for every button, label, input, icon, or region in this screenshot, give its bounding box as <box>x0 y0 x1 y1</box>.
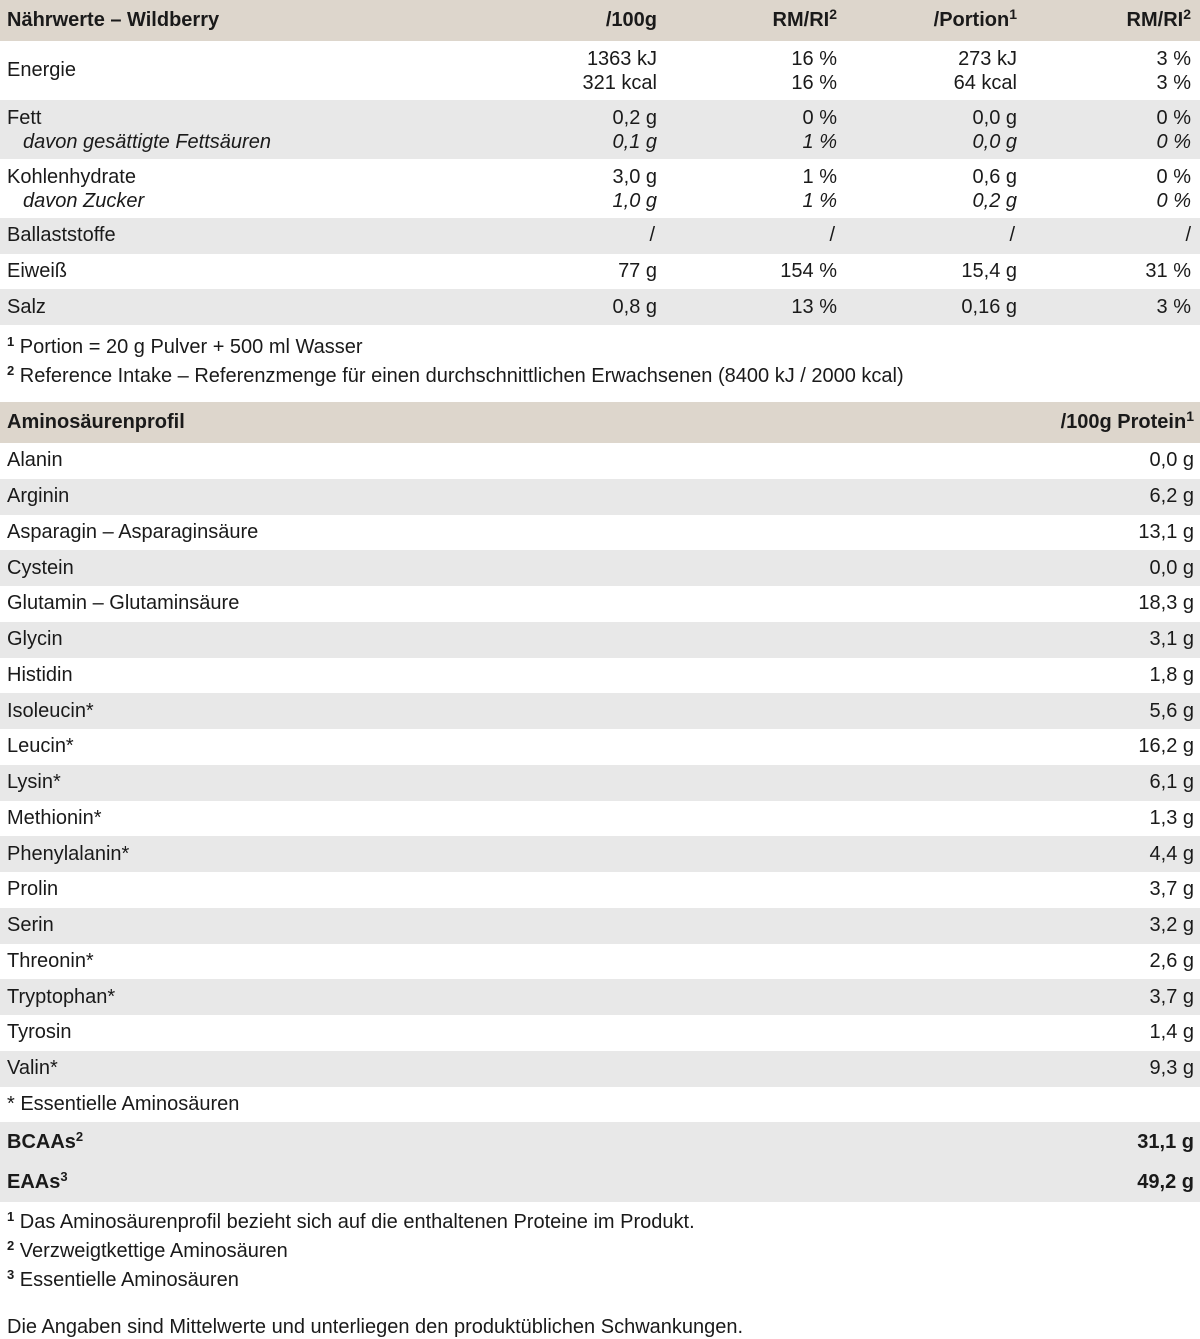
cell-kj: 3 % <box>1156 47 1191 70</box>
essential-note: * Essentielle Aminosäuren <box>7 1092 240 1115</box>
amino-name: Valin* <box>7 1057 58 1080</box>
amino-name: Glycin <box>7 628 63 651</box>
amino-name: Isoleucin* <box>7 699 94 722</box>
row-label <box>0 106 500 154</box>
cell-main: 0 % <box>1156 165 1191 188</box>
footnote-1 <box>7 1208 1200 1237</box>
table-row <box>0 1015 1200 1051</box>
cell-sub: 0 % <box>1156 130 1191 153</box>
row-label: Energie <box>7 59 76 81</box>
table-row-eaa <box>0 1162 1200 1202</box>
cell-main: 0,0 g <box>972 106 1017 129</box>
footnote-num: 3 <box>7 1267 15 1283</box>
amino-value: 1,8 g <box>1149 663 1194 686</box>
cell-ri-portion <box>1017 106 1197 154</box>
footnote-1 <box>7 333 1200 362</box>
row-label: Eiweiß <box>7 260 68 283</box>
table-row-fett <box>0 100 1200 159</box>
row-sub-label: davon Zucker <box>23 189 145 212</box>
row-label: Ballaststoffe <box>7 224 116 247</box>
amino-name: Asparagin – Asparaginsäure <box>7 520 259 543</box>
amino-name: Arginin <box>7 485 70 508</box>
row-main-label: Kohlenhydrate <box>7 165 136 188</box>
amino-table <box>0 402 1200 1202</box>
eaa-value: 49,2 g <box>1137 1170 1194 1193</box>
amino-title: Aminosäurenprofil <box>7 411 185 434</box>
amino-name: Leucin* <box>7 735 74 758</box>
col-per-100g-label: /100g <box>605 9 657 31</box>
cell-kcal: 64 kcal <box>953 71 1017 94</box>
disclaimer <box>0 1295 1200 1339</box>
table-row <box>0 622 1200 658</box>
cell-kcal: 321 kcal <box>582 71 657 94</box>
bcaa-sup: 2 <box>75 1128 84 1144</box>
amino-name: Tryptophan* <box>7 985 116 1008</box>
footnote-text: Das Aminosäurenprofil bezieht sich auf die enthaltenen Proteine im Produkt. <box>19 1211 695 1234</box>
footnote-num: 1 <box>7 1209 15 1225</box>
amino-rows <box>0 443 1200 1087</box>
cell-per-100g <box>500 47 657 95</box>
footnote-num: 2 <box>7 363 15 379</box>
footnote-text: Essentielle Aminosäuren <box>19 1269 239 1292</box>
amino-name: Lysin* <box>7 771 61 794</box>
table-row <box>0 515 1200 551</box>
cell-ri-100g: 154 % <box>780 260 837 283</box>
footnote-2 <box>7 362 1200 391</box>
col-ri-portion-label: RM/RI <box>1126 9 1184 31</box>
eaa-sup: 3 <box>60 1168 68 1184</box>
table-row <box>0 872 1200 908</box>
table-row <box>0 979 1200 1015</box>
cell-sub: 0 % <box>1156 189 1191 212</box>
cell-main: 0,6 g <box>972 165 1017 188</box>
amino-name: Cystein <box>7 556 74 579</box>
table-row <box>0 801 1200 837</box>
col-portion-sup: 1 <box>1009 6 1017 22</box>
amino-name: Threonin* <box>7 949 94 972</box>
cell-portion <box>837 106 1017 154</box>
amino-value: 4,4 g <box>1149 842 1194 865</box>
amino-name: Histidin <box>7 663 73 686</box>
cell-ri-portion: 31 % <box>1145 260 1191 283</box>
cell-ri-100g: 13 % <box>791 295 837 318</box>
amino-header-row <box>0 402 1200 443</box>
cell-portion <box>837 165 1017 213</box>
table-row <box>0 693 1200 729</box>
cell-ri-portion <box>1017 47 1197 95</box>
amino-value: 3,7 g <box>1149 985 1194 1008</box>
amino-value: 3,7 g <box>1149 878 1194 901</box>
amino-value: 1,4 g <box>1149 1021 1194 1044</box>
footnote-num: 2 <box>7 1238 15 1254</box>
amino-footnotes <box>0 1202 1200 1295</box>
amino-value: 9,3 g <box>1149 1057 1194 1080</box>
table-row <box>0 1051 1200 1087</box>
cell-sub: 1 % <box>802 189 837 212</box>
amino-value: 18,3 g <box>1138 592 1194 615</box>
table-row-eiweiss <box>0 254 1200 290</box>
amino-value: 13,1 g <box>1138 520 1194 543</box>
footnote-3 <box>7 1266 1200 1295</box>
amino-value: 1,3 g <box>1149 806 1194 829</box>
amino-name: Methionin* <box>7 806 102 829</box>
table-row <box>0 479 1200 515</box>
table-row-salz <box>0 289 1200 325</box>
cell-per-100g <box>500 165 657 213</box>
amino-value: 0,0 g <box>1149 556 1194 579</box>
nutrition-table <box>0 0 1200 325</box>
nutrition-footnotes <box>0 325 1200 402</box>
table-row-kohlenhydrate <box>0 159 1200 218</box>
cell-sub: 1 % <box>802 130 837 153</box>
amino-col-label: /100g Protein <box>1060 411 1187 434</box>
col-ri-portion-header <box>1017 6 1197 32</box>
col-per-100g-header <box>500 9 657 32</box>
footnote-text: Reference Intake – Referenzmenge für einen durchschnittlichen Erwachsenen (8400 kJ / 2000 kcal) <box>19 365 904 388</box>
cell-main: 3,0 g <box>612 165 657 188</box>
cell-kj: 273 kJ <box>958 47 1017 70</box>
amino-value: 6,2 g <box>1149 485 1194 508</box>
amino-name: Serin <box>7 914 54 937</box>
cell-ri-portion <box>1017 165 1197 213</box>
cell-sub: 0,2 g <box>972 189 1017 212</box>
col-ri-100g-header <box>657 6 837 32</box>
row-label <box>0 1168 900 1194</box>
cell-per-100g: 0,8 g <box>612 295 657 318</box>
row-label <box>0 165 500 213</box>
amino-name: Phenylalanin* <box>7 842 130 865</box>
col-portion-header <box>837 6 1017 32</box>
cell-per-100g <box>500 106 657 154</box>
row-sub-label: davon gesättigte Fettsäuren <box>23 130 271 153</box>
table-row <box>0 443 1200 479</box>
nutrition-header-row <box>0 0 1200 41</box>
cell-ri-100g <box>657 106 837 154</box>
cell-ri-portion: 3 % <box>1156 295 1191 318</box>
row-label: Salz <box>7 295 46 318</box>
cell-ri-100g <box>657 165 837 213</box>
col-ri-100g-sup: 2 <box>829 6 837 22</box>
table-row-energie <box>0 41 1200 100</box>
table-row <box>0 586 1200 622</box>
col-ri-100g-label: RM/RI <box>772 9 830 31</box>
cell-main: 0,2 g <box>612 106 657 129</box>
cell-sub: 1,0 g <box>612 189 657 212</box>
cell-ri-100g: / <box>829 224 835 247</box>
amino-name: Prolin <box>7 878 59 901</box>
col-portion-label: /Portion <box>933 9 1010 31</box>
cell-kj: 1363 kJ <box>586 47 657 70</box>
cell-ri-portion: / <box>1185 224 1191 247</box>
table-row <box>0 550 1200 586</box>
cell-sub: 0,0 g <box>972 130 1017 153</box>
footnote-2 <box>7 1237 1200 1266</box>
cell-kj: 16 % <box>791 47 837 70</box>
table-row-ballaststoffe <box>0 218 1200 254</box>
table-row-bcaa <box>0 1122 1200 1162</box>
amino-value: 2,6 g <box>1149 949 1194 972</box>
cell-portion: 0,16 g <box>961 295 1017 318</box>
cell-portion <box>837 47 1017 95</box>
amino-value: 5,6 g <box>1149 699 1194 722</box>
amino-name: Glutamin – Glutaminsäure <box>7 592 240 615</box>
amino-value: 3,1 g <box>1149 628 1194 651</box>
amino-value: 0,0 g <box>1149 449 1194 472</box>
cell-main: 1 % <box>802 165 837 188</box>
essential-note-row <box>0 1087 1200 1123</box>
cell-main: 0 % <box>1156 106 1191 129</box>
amino-value: 6,1 g <box>1149 771 1194 794</box>
disclaimer-text: Die Angaben sind Mittelwerte und unterliegen den produktüblichen Schwankungen. <box>7 1316 744 1339</box>
cell-kcal: 3 % <box>1156 71 1191 94</box>
col-ri-portion-sup: 2 <box>1183 6 1191 22</box>
bcaa-value: 31,1 g <box>1137 1130 1194 1153</box>
cell-per-100g: 77 g <box>618 260 657 283</box>
table-row <box>0 765 1200 801</box>
table-row <box>0 658 1200 694</box>
footnote-text: Verzweigtkettige Aminosäuren <box>19 1240 288 1263</box>
row-label <box>0 1128 900 1154</box>
cell-kcal: 16 % <box>791 71 837 94</box>
amino-name: Tyrosin <box>7 1021 72 1044</box>
nutrition-title: Nährwerte – Wildberry <box>7 9 220 31</box>
cell-portion: / <box>1009 224 1015 247</box>
eaa-label: EAAs <box>7 1170 61 1193</box>
amino-value: 16,2 g <box>1138 735 1194 758</box>
cell-ri-100g <box>657 47 837 95</box>
footnote-num: 1 <box>7 334 15 350</box>
table-row <box>0 729 1200 765</box>
table-row <box>0 944 1200 980</box>
amino-col-header <box>900 408 1200 434</box>
footnote-text: Portion = 20 g Pulver + 500 ml Wasser <box>19 336 363 359</box>
cell-main: 0 % <box>802 106 837 129</box>
cell-sub: 0,1 g <box>612 130 657 153</box>
table-row <box>0 836 1200 872</box>
amino-col-sup: 1 <box>1186 408 1194 425</box>
bcaa-label: BCAAs <box>7 1130 76 1153</box>
row-main-label: Fett <box>7 106 42 129</box>
amino-value: 3,2 g <box>1149 914 1194 937</box>
table-row <box>0 908 1200 944</box>
cell-per-100g: / <box>649 224 655 247</box>
amino-name: Alanin <box>7 449 63 472</box>
cell-portion: 15,4 g <box>961 260 1017 283</box>
